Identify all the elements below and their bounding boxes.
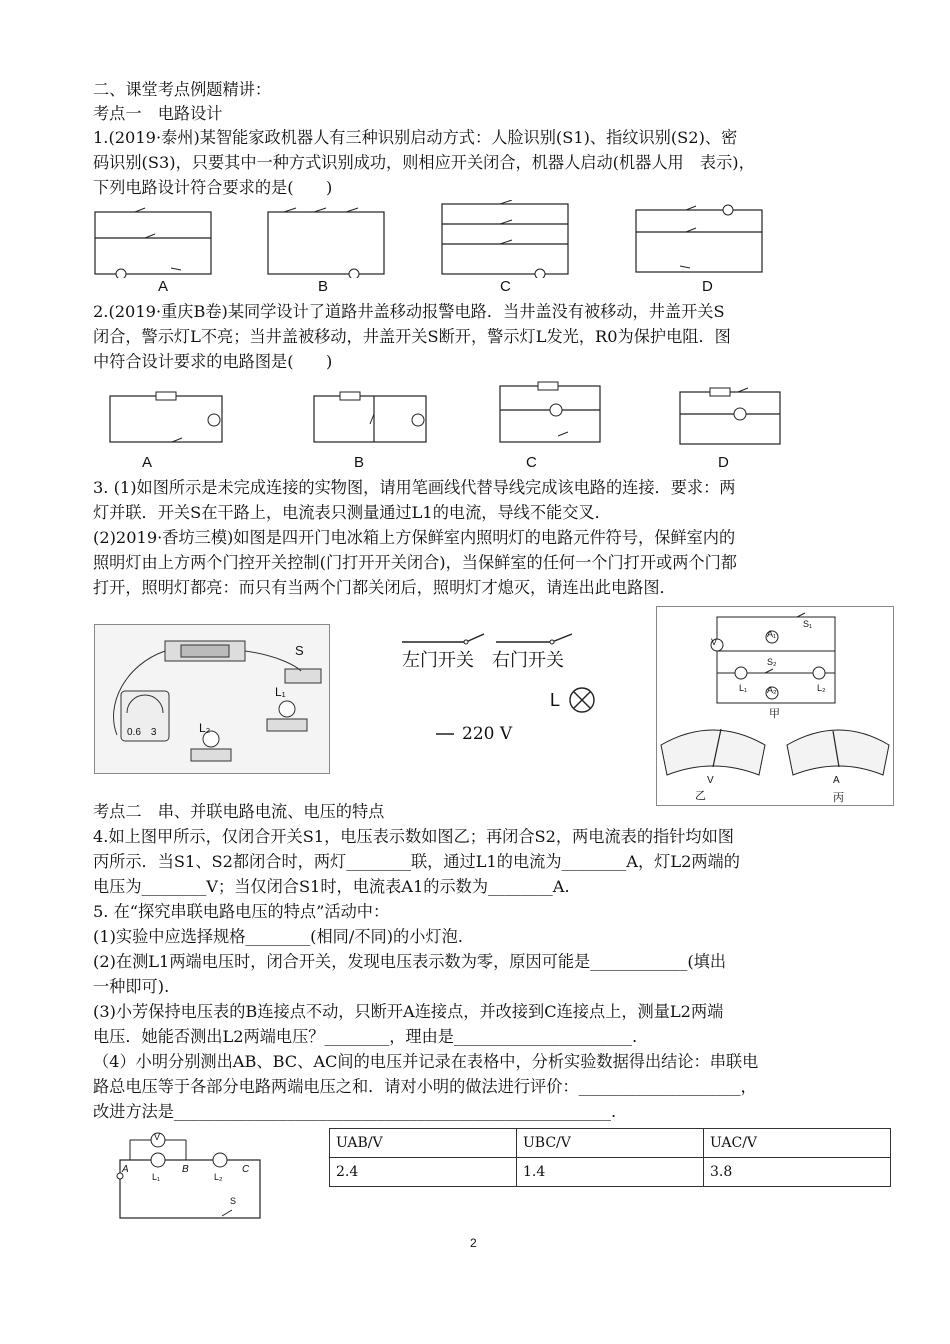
q2-option-a: A xyxy=(142,454,153,471)
q2-circuit-b xyxy=(310,382,430,448)
q5-series-circuit xyxy=(106,1126,266,1222)
q1-option-d: D xyxy=(702,278,713,295)
q1-option-c: C xyxy=(500,278,511,295)
q2-line-2: 闭合，警示灯L不亮；当井盖被移动，井盖开关S断开，警示灯L发光，R0为保护电阻．图 xyxy=(93,327,731,346)
voltage-table xyxy=(329,1128,891,1187)
q5-line-3: (2)在测L1两端电压时，闭合开关，发现电压表示数为零，原因可能是____________(填出 xyxy=(93,952,727,971)
photo-l2-label: L₂ xyxy=(199,721,211,735)
fig-bing-label: 丙 xyxy=(833,792,844,804)
q1-option-b: B xyxy=(318,278,329,295)
table-header-cell: UBC/V xyxy=(517,1129,704,1158)
q5-line-7: （4）小明分别测出AB、BC、AC间的电压并记录在表格中，分析实验数据得出结论：串联电 xyxy=(93,1052,759,1071)
q4-line-3: 电压为________V；当仅闭合S1时，电流表A1的示数为________A. xyxy=(93,877,570,896)
topic2-heading: 考点二 串、并联电路电流、电压的特点 xyxy=(93,802,385,821)
meter-a-label: A xyxy=(833,775,840,786)
ammeter-a1-label: A₁ xyxy=(767,629,777,639)
table-header-cell: UAB/V xyxy=(330,1129,517,1158)
q5-line-8: 路总电压等于各部分电路两端电压之和．请对小明的做法进行评价：____________________， xyxy=(93,1077,757,1096)
q4-line-1: 4.如上图甲所示，仅闭合开关S1，电压表示数如图乙；再闭合S2，两电流表的指针均如图 xyxy=(93,827,734,846)
photo-meter-label: 0.6 3 xyxy=(127,727,157,738)
lamp-l2-label: L₂ xyxy=(817,683,826,693)
q1-line-2: 码识别(S3)，只要其中一种方式识别成功，则相应开关闭合，机器人启动(机器人用 表示)， xyxy=(93,153,755,172)
q2-option-c: C xyxy=(526,454,537,471)
q1-line-3: 下列电路设计符合要求的是( ) xyxy=(93,178,333,197)
lamp-label: L xyxy=(550,690,561,710)
q5-l2-label: L₂ xyxy=(214,1172,223,1182)
q1-circuit-c xyxy=(440,200,572,278)
table-cell: 1.4 xyxy=(517,1158,704,1187)
q3-fridge-switch-figure xyxy=(396,628,606,748)
topic1-heading: 考点一 电路设计 xyxy=(93,104,223,123)
q2-line-3: 中符合设计要求的电路图是( ) xyxy=(93,352,333,371)
q5-switch-label: S xyxy=(230,1196,237,1206)
q3-line-3: (2)2019·香坊三模)如图是四开门电冰箱上方保鲜室内照明灯的电路元件符号，保鲜室内的 xyxy=(93,528,736,547)
q5-line-2: (1)实验中应选择规格________(相同/不同)的小灯泡. xyxy=(93,927,463,946)
q1-circuit-d xyxy=(634,202,766,276)
table-header-row xyxy=(330,1129,891,1158)
photo-l1-label: L₁ xyxy=(275,685,286,699)
q1-circuit-a xyxy=(93,204,215,278)
table-row xyxy=(330,1158,891,1187)
table-cell: 2.4 xyxy=(330,1158,517,1187)
q3-line-4: 照明灯由上方两个门控开关控制(门打开开关闭合)，当保鲜室的任何一个门打开或两个门都 xyxy=(93,553,737,572)
q2-circuit-d xyxy=(676,380,784,448)
switch-s2-label: S₂ xyxy=(767,657,777,667)
right-door-switch-label: 右门开关 xyxy=(492,650,564,671)
q3-line-2: 灯并联．开关S在干路上，电流表只测量通过L1的电流，导线不能交叉． xyxy=(93,503,611,522)
section-title: 二、课堂考点例题精讲： xyxy=(93,80,272,99)
page-number: 2 xyxy=(470,1236,477,1250)
q1-circuit-b xyxy=(266,204,388,278)
point-b-label: B xyxy=(182,1164,189,1175)
q3-line-1: 3. (1)如图所示是未完成连接的实物图，请用笔画线代替导线完成该电路的连接．要求：两 xyxy=(93,478,736,497)
q2-circuit-c xyxy=(496,376,604,446)
q2-option-b: B xyxy=(354,454,365,471)
left-door-switch-label: 左门开关 xyxy=(402,650,474,671)
q3-line-5: 打开，照明灯都亮：而只有当两个门都关闭后，照明灯才熄灭，请连出此电路图． xyxy=(93,578,676,597)
q5-line-1: 5. 在“探究串联电路电压的特点”活动中： xyxy=(93,902,390,921)
photo-s-label: S xyxy=(295,643,304,658)
table-header-cell: UAC/V xyxy=(704,1129,891,1158)
q2-circuit-a xyxy=(106,382,226,448)
q4-circuit-and-meters xyxy=(656,606,894,806)
voltage-label: 220 V xyxy=(462,724,513,744)
voltmeter-label: V xyxy=(711,637,718,647)
q5-voltmeter-label: V xyxy=(154,1132,161,1142)
q5-line-9: 改进方法是______________________________________________________. xyxy=(93,1102,617,1121)
q5-l1-label: L₁ xyxy=(152,1172,161,1182)
table-cell: 3.8 xyxy=(704,1158,891,1187)
switch-s1-label: S₁ xyxy=(803,619,813,629)
q2-option-d: D xyxy=(718,454,729,471)
point-c-label: C xyxy=(242,1164,250,1175)
q4-line-2: 丙所示．当S1、S2都闭合时，两灯________联，通过L1的电流为________A，灯L2两端的 xyxy=(93,852,740,871)
fig-jia-label: 甲 xyxy=(769,708,780,720)
q5-line-4: 一种即可). xyxy=(93,977,170,996)
q5-line-6: 电压．她能否测出L2两端电压？________，理由是______________________. xyxy=(93,1027,638,1046)
q1-line-1: 1.(2019·泰州)某智能家政机器人有三种识别启动方式：人脸识别(S1)、指纹识别(S2)、密 xyxy=(93,128,738,147)
ammeter-a2-label: A₂ xyxy=(767,685,777,695)
q5-line-5: (3)小芳保持电压表的B连接点不动，只断开A连接点，并改接到C连接点上，测量L2两端 xyxy=(93,1002,724,1021)
point-a-label: A xyxy=(122,1164,129,1175)
meter-v-label: V xyxy=(707,775,714,786)
q3-apparatus-photo xyxy=(94,624,330,774)
q2-line-1: 2.(2019·重庆B卷)某同学设计了道路井盖移动报警电路．当井盖没有被移动，井盖开关S xyxy=(93,302,725,321)
q1-option-a: A xyxy=(158,278,169,295)
fig-yi-label: 乙 xyxy=(695,790,706,802)
lamp-l1-label: L₁ xyxy=(739,683,748,693)
